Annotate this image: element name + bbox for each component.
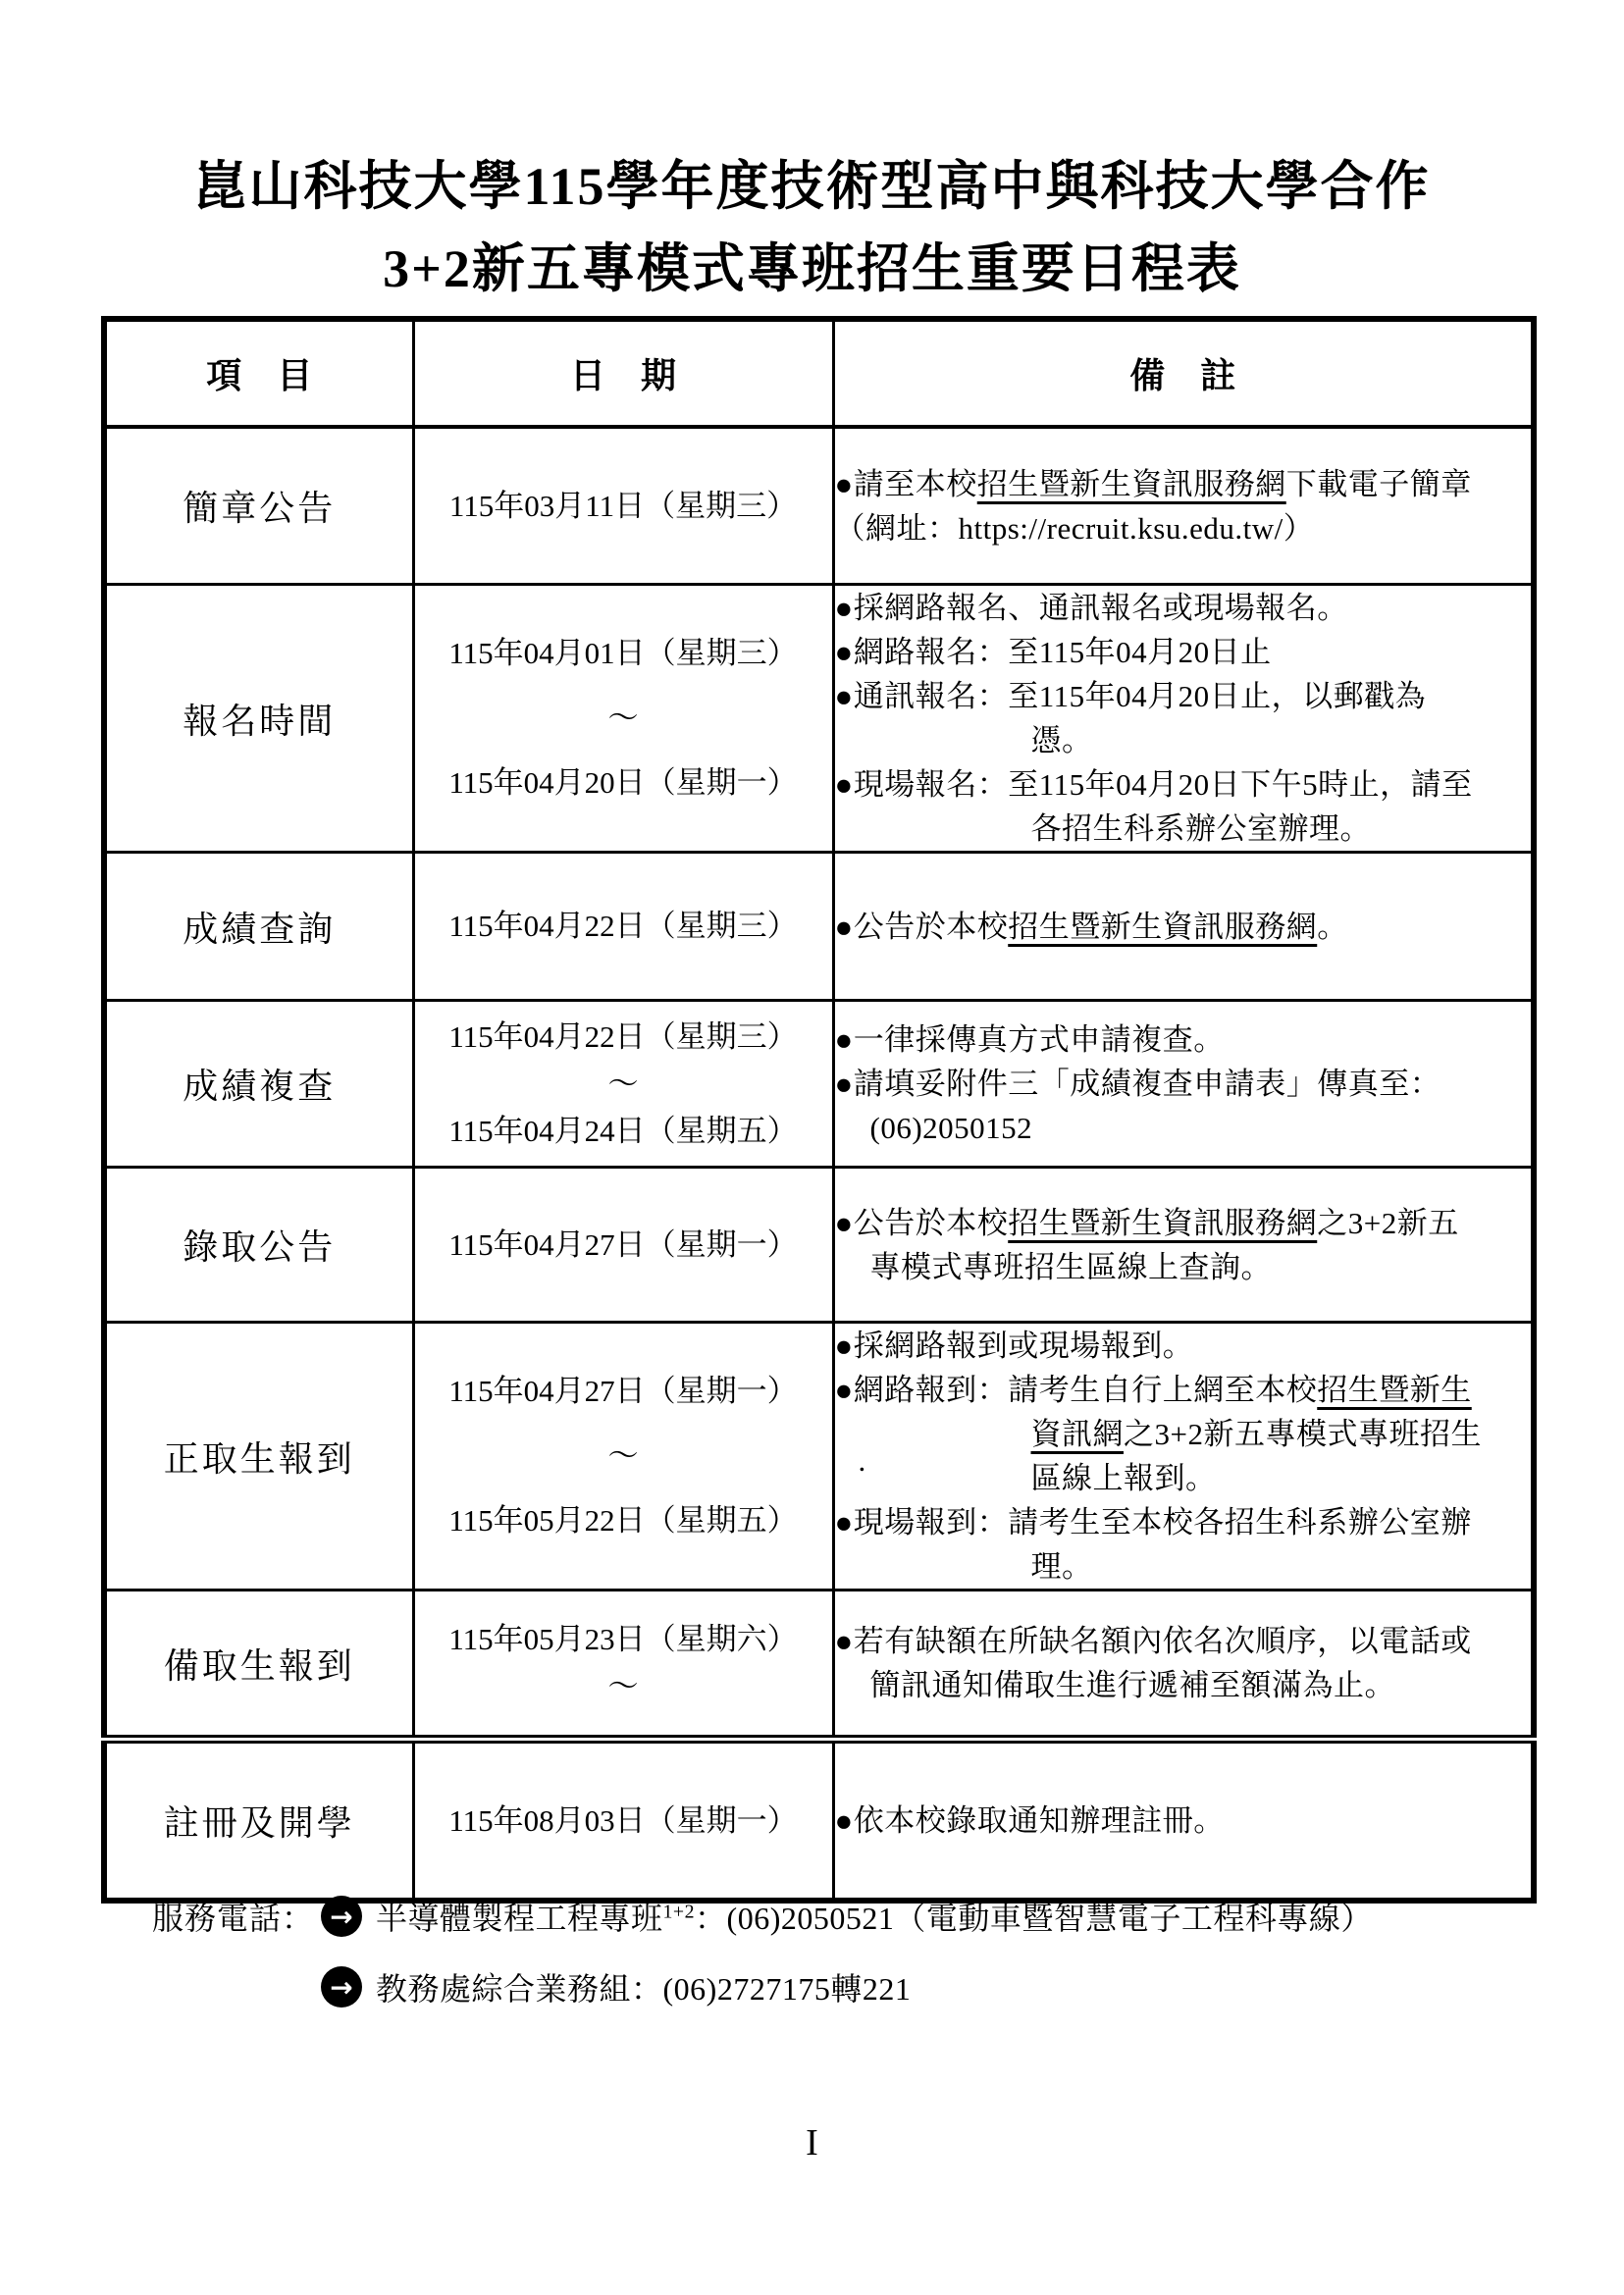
table-row [104,1001,1534,1168]
remarks-cell [833,1168,1534,1323]
text-segment: ●請至本校 [834,466,977,501]
text-segment: ●請填妥附件三「成績複查申請表」傳真至： [834,1067,1441,1101]
date-line: 115年04月24日（星期五） [448,1113,798,1148]
date-cell [413,1001,833,1168]
remark-line [835,506,1532,550]
text-segment: 教務處綜合業務組：(06)2727175轉221 [376,1971,912,2007]
text-segment: ●採網路報到或現場報到。 [834,1329,1194,1363]
item-cell: 成績查詢 [104,853,413,1001]
date-line: 115年04月01日（星期三） [448,636,798,670]
remarks-cell [833,1740,1534,1902]
remark-line [835,1500,1532,1544]
date-line: 115年04月27日（星期一） [448,1226,798,1262]
remark-line [835,1663,1532,1707]
column-header-date: 日 期 [413,319,833,427]
remarks-cell [833,1591,1534,1740]
table-row [104,1323,1534,1591]
text-segment: 區線上報到。 [1030,1461,1217,1495]
date-cell [413,427,833,585]
remark-line [835,1544,1532,1589]
date-line: 115年04月22日（星期三） [448,1018,798,1054]
date-cell [413,1323,833,1591]
remark-line [835,1062,1532,1106]
remark-line [835,462,1532,506]
service-phone-line [152,1894,1373,1939]
text-segment: ●一律採傳真方式申請複查。 [834,1022,1225,1057]
schedule-table [101,316,1537,1904]
date-cell [413,585,833,853]
date-range-tilde: ～ [607,1438,639,1473]
text-segment: ●網路報到：請考生自行上網至本校 [834,1373,1318,1407]
document-title [0,145,1624,310]
remark-line [835,807,1532,851]
text-segment: 簡訊通知備取生進行遞補至額滿為止。 [869,1668,1395,1702]
column-header-item: 項 目 [104,319,413,427]
remark-line [835,674,1532,718]
text-segment: 下載電子簡章 [1285,466,1472,501]
remark-line [835,1456,1532,1500]
text-segment: ●公告於本校 [834,909,1009,944]
remarks-cell [833,1001,1534,1168]
date-range-tilde: ～ [607,1669,639,1703]
text-segment: 1+2 [662,1901,696,1923]
remark-line [835,1799,1532,1843]
remark-line [835,586,1532,630]
date-line: 115年08月03日（星期一） [448,1802,798,1838]
date-cell [413,1740,833,1902]
remark-line [835,1368,1532,1412]
item-cell: 備取生報到 [104,1591,413,1740]
underlined-website-name: 招生暨新生資訊服務網 [976,466,1286,501]
remark-line [835,1017,1532,1062]
underlined-website-name: 招生暨新生 [1317,1373,1472,1407]
underlined-website-name: 招生暨新生資訊服務網 [1008,909,1318,944]
remark-line [835,905,1532,949]
remarks-cell [833,585,1534,853]
date-cell [413,1168,833,1323]
service-phone-text [376,1964,911,2009]
column-header-remarks: 備 註 [833,319,1534,427]
date-line: 115年04月27日（星期一） [448,1374,798,1408]
item-cell: 成績複查 [104,1001,413,1168]
header-row [104,319,1534,427]
remark-line [835,1106,1532,1150]
remark-line [835,1619,1532,1663]
document-title-line1: 崑山科技大學115學年度技術型高中與科技大學合作 [193,157,1431,216]
remarks-cell [833,427,1534,585]
remark-line [835,762,1532,807]
table-row [104,1591,1534,1740]
text-segment: ●公告於本校 [834,1205,1009,1240]
text-segment: 半導體製程工程專班 [376,1901,663,1936]
stray-period-mark: . [858,1442,866,1478]
item-cell: 錄取公告 [104,1168,413,1323]
service-phone-line [152,1964,1373,2009]
date-line: 115年04月22日（星期三） [448,909,798,943]
text-segment: ●依本校錄取通知辦理註冊。 [834,1803,1225,1838]
remarks-cell [833,1323,1534,1591]
remark-line [835,1412,1532,1456]
remark-line [835,718,1532,762]
item-cell: 註冊及開學 [104,1740,413,1902]
text-segment: ●採網路報名、通訊報名或現場報名。 [834,591,1348,625]
table-row [104,853,1534,1001]
table-row [104,585,1534,853]
text-segment: 憑。 [1030,723,1093,757]
text-segment: 理。 [1030,1549,1093,1584]
text-segment: ：(06)2050521（電動車暨智慧電子工程科專線） [695,1901,1373,1936]
text-segment: 專模式專班招生區線上查詢。 [869,1249,1272,1284]
underlined-website-name: 招生暨新生資訊服務網 [1008,1205,1318,1240]
date-line: 115年04月20日（星期一） [448,765,798,800]
text-segment: 各招生科系辦公室辦理。 [1030,811,1371,846]
date-line: 115年05月23日（星期六） [448,1622,798,1656]
table-row [104,1740,1534,1902]
date-line: 115年03月11日（星期三） [448,488,798,523]
table-row [104,427,1534,585]
service-phone-section [152,1894,1373,2035]
text-segment: ●通訊報名：至115年04月20日止，以郵戳為 [834,679,1427,713]
date-cell [413,853,833,1001]
text-segment: （網址：https://recruit.ksu.edu.tw/） [834,510,1315,546]
arrow-right-circle-icon: → [321,1896,362,1937]
remarks-cell [833,853,1534,1001]
date-range-tilde: ～ [607,1066,639,1101]
underlined-website-name: 資訊網 [1030,1417,1124,1451]
item-cell: 正取生報到 [104,1323,413,1591]
arrow-right-circle-icon: → [321,1966,362,2008]
date-line: 115年05月22日（星期五） [448,1503,798,1538]
service-phone-label: 服務電話： [152,1901,315,1936]
text-segment: 之3+2新五 [1317,1205,1459,1240]
text-segment: ●現場報名：至115年04月20日下午5時止，請至 [834,767,1473,802]
date-cell [413,1591,833,1740]
remark-line [835,1201,1532,1245]
remark-line [835,630,1532,674]
text-segment: 。 [1317,909,1348,944]
text-segment: ●網路報名：至115年04月20日止 [834,635,1272,669]
date-range-tilde: ～ [607,701,639,735]
service-phone-text [376,1894,1373,1939]
text-segment: ●若有缺額在所缺名額內依名次順序，以電話或 [834,1624,1472,1658]
remark-line [835,1245,1532,1289]
document-title-line2: 3+2新五專模式專班招生重要日程表 [383,239,1241,298]
item-cell: 報名時間 [104,585,413,853]
text-segment: 之3+2新五專模式專班招生 [1124,1417,1482,1451]
item-cell: 簡章公告 [104,427,413,585]
table-row [104,1168,1534,1323]
page-number: I [806,2122,818,2164]
remark-line [835,1324,1532,1368]
text-segment: ●現場報到：請考生至本校各招生科系辦公室辦 [834,1505,1472,1539]
text-segment: (06)2050152 [869,1111,1033,1145]
